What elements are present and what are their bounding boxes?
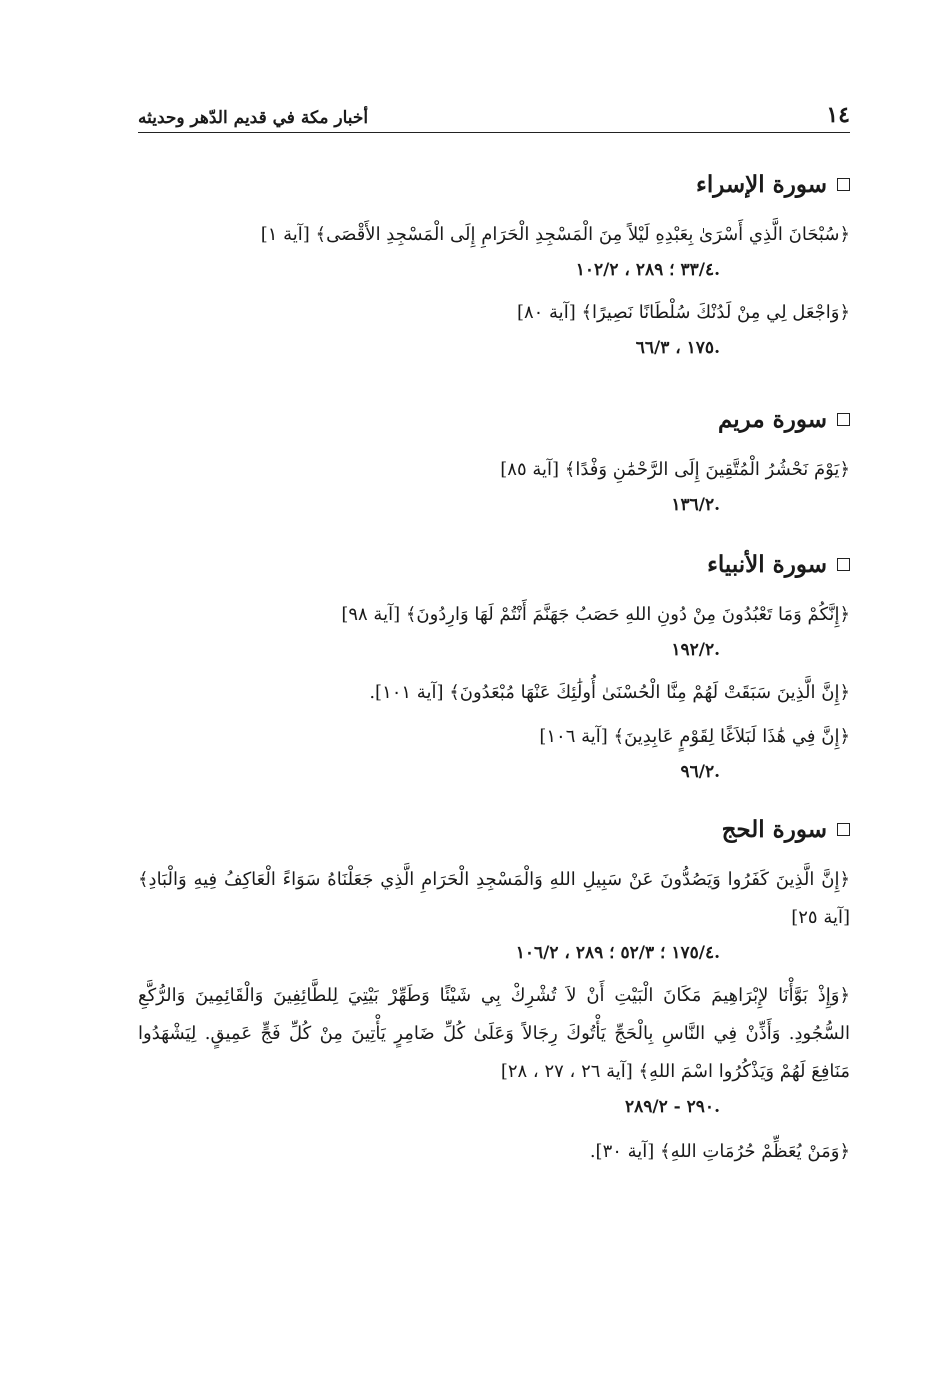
page-references: .١٧٥ ، ٦٦/٣ (635, 338, 720, 358)
verse-text: ﴿وَإِذْ بَوَّأْنَا لإِبْرَاهِيمَ مَكَانَ الْبَيْتِ أَنْ لاَ تُشْرِكْ بِي شَيْئًا وَطَهِّرْ بَيْتِيَ لِلطَّائِفِينَ وَالْقَائِمِينَ وَالرُّكَّعِ السُّجُودِ. وَأَذِّنْ فِي النَّاسِ بِالْحَجِّ يَأْتُوكَ رِجَالاً وَعَلَىٰ كُلِّ ضَامِرٍ يَأْتِينَ مِنْ كُلِّ فَجٍّ عَمِيقٍ. لِيَشْهَدُوا مَنَافِعَ لَهُمْ وَيَذْكُرُوا اسْمَ اللهِ﴾ [آية ٢٦ ، ٢٧ ، ٢٨] (138, 985, 850, 1082)
section-title (138, 171, 850, 198)
square-bullet-icon (837, 413, 850, 426)
page-references: .١٩٢/٢ (671, 640, 720, 660)
section-title-text: سورة مريم (717, 406, 827, 433)
section-al-isra (138, 171, 850, 364)
page-references: .١٧٥/٤ ؛ ٥٢/٣ ؛ ٢٨٩ ، ١٠٦/٢ (515, 943, 720, 963)
square-bullet-icon (837, 558, 850, 571)
page-references: .٢٩٠ - ٢٨٩/٢ (625, 1097, 720, 1117)
section-al-hajj (138, 816, 850, 1171)
page (138, 88, 850, 1171)
section-title (138, 551, 850, 578)
page-references: .١٣٦/٢ (671, 495, 720, 515)
running-header (138, 88, 850, 133)
verse-text: ﴿إِنَّ الَّذِينَ كَفَرُوا وَيَصُدُّونَ عَنْ سَبِيلِ اللهِ وَالْمَسْجِدِ الْحَرَامِ الَّذِي جَعَلْنَاهُ سَوَاءً الْعَاكِفُ فِيهِ وَالْبَادِ﴾ [آية ٢٥] (138, 869, 850, 928)
verse-text: ﴿إِنَّ فِي هَٰذَا لَبَلاَغًا لِقَوْمٍ عَابِدِينَ﴾ [آية ١٠٦] (539, 726, 850, 747)
section-al-anbiya (138, 551, 850, 788)
section-title-text: سورة الإسراء (696, 171, 827, 198)
verse-text: ﴿وَاجْعَل لِي مِنْ لَدُنْكَ سُلْطَانًا نَصِيرًا﴾ [آية ٨٠] (516, 302, 850, 323)
verse-text: ﴿إِنَّكُمْ وَمَا تَعْبُدُونَ مِنْ دُونِ اللهِ حَصَبُ جَهَنَّمَ أَنْتُمْ لَهَا وَارِدُونَ﴾ [آية ٩٨] (341, 604, 850, 625)
page-references: .٣٣/٤ ؛ ٢٨٩ ، ١٠٢/٢ (575, 260, 720, 280)
section-title (138, 816, 850, 843)
section-title (138, 406, 850, 433)
verse-text: ﴿يَوْمَ نَحْشُرُ الْمُتَّقِينَ إِلَى الرَّحْمَٰنِ وَفْدًا﴾ [آية ٨٥] (500, 459, 850, 480)
square-bullet-icon (837, 178, 850, 191)
verse-text: ﴿سُبْحَانَ الَّذِي أَسْرَىٰ بِعَبْدِهِ لَيْلاً مِنَ الْمَسْجِدِ الْحَرَامِ إِلَى الْمَسْجِدِ الأَقْصَى﴾ [آية ١] (260, 224, 850, 245)
verse-text: ﴿إِنَّ الَّذِينَ سَبَقَتْ لَهُمْ مِنَّا الْحُسْنَىٰ أُولَٰئِكَ عَنْهَا مُبْعَدُونَ﴾ [آية ١٠١]. (369, 682, 850, 703)
square-bullet-icon (837, 823, 850, 836)
verse-text: ﴿وَمَنْ يُعَظِّمْ حُرُمَاتِ اللهِ﴾ [آية ٣٠]. (589, 1141, 850, 1162)
section-title-text: سورة الأنبياء (707, 551, 827, 578)
page-references: .٩٦/٢ (680, 762, 720, 782)
section-maryam (138, 406, 850, 521)
book-title: أخبار مكة في قديم الدّهر وحديثه (138, 108, 369, 128)
section-title-text: سورة الحج (721, 816, 827, 843)
page-number: ١٤ (826, 102, 850, 128)
